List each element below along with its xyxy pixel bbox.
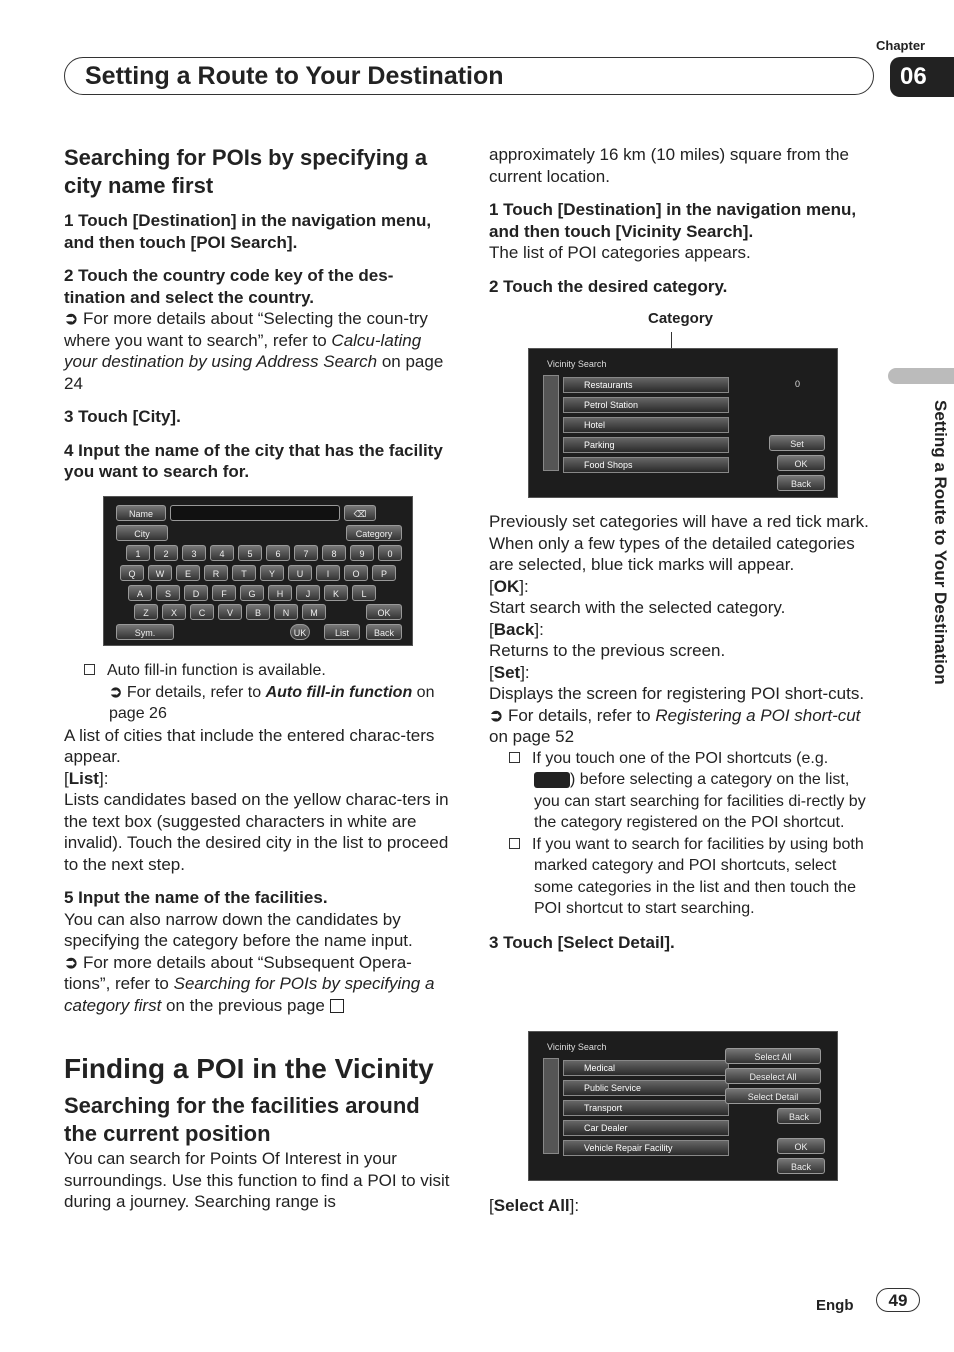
char-key: Y [260,565,284,581]
category-list-item: Public Service [563,1080,729,1096]
char-key: Q [120,565,144,581]
name-label: Name [116,505,166,521]
ok-description: Start search with the selected category. [489,598,786,617]
backspace-icon: ⌫ [344,505,376,521]
char-key: 1 [126,545,150,561]
char-key: W [148,565,172,581]
char-key: 4 [210,545,234,561]
screen-title: Vicinity Search [547,1042,607,1052]
uk-flag-icon: UK [290,624,310,640]
step-5-description: You can also narrow down the candidates by specifying the category before the name input. [64,909,413,950]
side-tab-label: Setting a Route to Your Destination [931,400,950,685]
list-description: Lists candidates based on the yellow charac-ters in the text box (suggested characters in white are invalid). Touch the desired city in the list to proceed to the next step. [64,790,449,874]
list-key: List [324,624,360,640]
char-key: D [184,585,208,601]
char-key: V [218,604,242,620]
char-key: U [288,565,312,581]
right-column [489,144,874,297]
char-key: 9 [350,545,374,561]
char-key: O [344,565,368,581]
char-key: F [212,585,236,601]
shortcut-icon [534,772,570,788]
select-detail-key: Select Detail [725,1088,821,1104]
char-key: R [204,565,228,581]
set-key-label: [Set]: [489,662,530,682]
chapter-number: 06 [890,57,954,97]
page-number: 49 [876,1288,920,1312]
char-key: S [156,585,180,601]
char-key: X [162,604,186,620]
scrollbar [543,1058,559,1154]
name-input [170,505,340,521]
back-key: Back [777,1108,821,1124]
char-key: N [274,604,298,620]
char-key: J [296,585,320,601]
category-list-item: Restaurants [563,377,729,393]
char-key: B [246,604,270,620]
detail-screenshot [528,1031,838,1181]
category-key: Category [346,525,402,541]
combined-note: If you want to search for facilities by using both marked category and POI shortcuts, select some categories in the list and then touch the POI shortcut to start searching. [489,834,874,920]
step-5-reference: ➲ For more details about “Subsequent Opera-tions”, refer to Searching for POIs by specifying a category first on the previous page [64,952,435,1015]
end-mark-icon [330,999,344,1013]
vicinity-step-1: 1 Touch [Destination] in the navigation menu, and then touch [Vicinity Search]. [489,200,857,241]
char-key: P [372,565,396,581]
step-3: 3 Touch [City]. [64,407,181,426]
char-key: 8 [322,545,346,561]
chapter-label: Chapter [876,38,926,53]
back-description: Returns to the previous screen. [489,641,726,660]
heading-city-first: Searching for POIs by specifying a city name first [64,145,428,198]
char-key: L [352,585,376,601]
category-callout: Category [648,310,714,327]
char-key: 6 [266,545,290,561]
char-key: I [316,565,340,581]
footer-language: Engb [816,1297,854,1314]
back-key: Back [366,624,402,640]
set-description: Displays the screen for registering POI short-cuts. [489,684,865,703]
category-list-item: Medical [563,1060,729,1076]
left-column [64,144,454,483]
previous-categories: Previously set categories will have a red tick mark. When only a few types of the detailed categories are selected, blue tick marks will appear. [489,512,869,574]
deselect-all-key: Deselect All [725,1068,821,1084]
select-all-key: Select All [725,1048,821,1064]
sym-key: Sym. [116,624,174,640]
category-list-item: Transport [563,1100,729,1116]
list-key-label: [List]: [64,768,109,788]
step-1: 1 Touch [Destination] in the navigation menu, and then touch [POI Search]. [64,211,432,252]
char-key: K [324,585,348,601]
section-title: Setting a Route to Your Destination [64,57,874,95]
char-key: 7 [294,545,318,561]
char-key: 5 [238,545,262,561]
char-key: M [302,604,326,620]
city-key: City [116,525,168,541]
back-key: Back [777,475,825,491]
char-key: G [240,585,264,601]
char-key: Z [134,604,158,620]
char-key: H [268,585,292,601]
back-key-label: [Back]: [489,619,544,639]
back-key-2: Back [777,1158,825,1174]
char-key: T [232,565,256,581]
screen-title: Vicinity Search [547,359,607,369]
range-continuation: approximately 16 km (10 miles) square from the current location. [489,145,849,186]
step-4: 4 Input the name of the city that has the facility you want to search for. [64,440,443,481]
vicinity-screenshot [528,348,838,498]
step-5: 5 Input the name of the facilities. [64,888,328,907]
keyboard-screenshot [103,496,413,646]
category-list-item: Vehicle Repair Facility [563,1140,729,1156]
heading-vicinity: Finding a POI in the Vicinity [64,1053,434,1084]
autofill-reference: ➲ For details, refer to Auto fill-in function on page 26 [109,683,435,722]
select-all-label: [Select All]: [489,1196,580,1215]
vicinity-step-1-desc: The list of POI categories appears. [489,243,751,262]
list-paragraph: A list of cities that include the entered charac-ters appear. [64,725,435,766]
count: 0 [795,379,801,389]
category-list-item: Petrol Station [563,397,729,413]
char-key: C [190,604,214,620]
char-key: A [128,585,152,601]
step-2: 2 Touch the country code key of the des-tination and select the country. [64,266,394,307]
set-reference: ➲ For details, refer to Registering a POI short-cut on page 52 [489,705,861,746]
shortcut-note: If you touch one of the POI shortcuts (e.g. ) before selecting a category on the list, you can start searching for facilities di-rectly by the category registered on the POI shortcut. [489,748,874,834]
ok-key: OK [777,1138,825,1154]
right-column-continued [489,511,874,953]
vicinity-step-2: 2 Touch the desired category. [489,276,728,296]
autofill-note: Auto fill-in function is available. [64,660,454,682]
category-list-item: Food Shops [563,457,729,473]
vicinity-step-3: 3 Touch [Select Detail]. [489,932,675,952]
category-list-item: Hotel [563,417,729,433]
set-key: Set [769,435,825,451]
step-2-reference: ➲ For more details about “Selecting the coun-try where you want to search”, refer to Calcu-lating your destination by using Address Search on page 24 [64,309,444,393]
heading-facilities: Searching for the facilities around the current position [64,1093,420,1146]
ok-key: OK [366,604,402,620]
left-column-continued [64,660,454,1213]
ok-key-label: [OK]: [489,576,529,596]
category-list-item: Parking [563,437,729,453]
ok-key: OK [777,455,825,471]
char-key: 3 [182,545,206,561]
char-key: 2 [154,545,178,561]
scrollbar [543,375,559,471]
category-list-item: Car Dealer [563,1120,729,1136]
side-tab-marker [888,368,954,384]
char-key: E [176,565,200,581]
char-key: 0 [378,545,402,561]
vicinity-description: You can search for Points Of Interest in your surroundings. Use this function to find a POI to visit during a journey. Searching range is [64,1149,450,1211]
